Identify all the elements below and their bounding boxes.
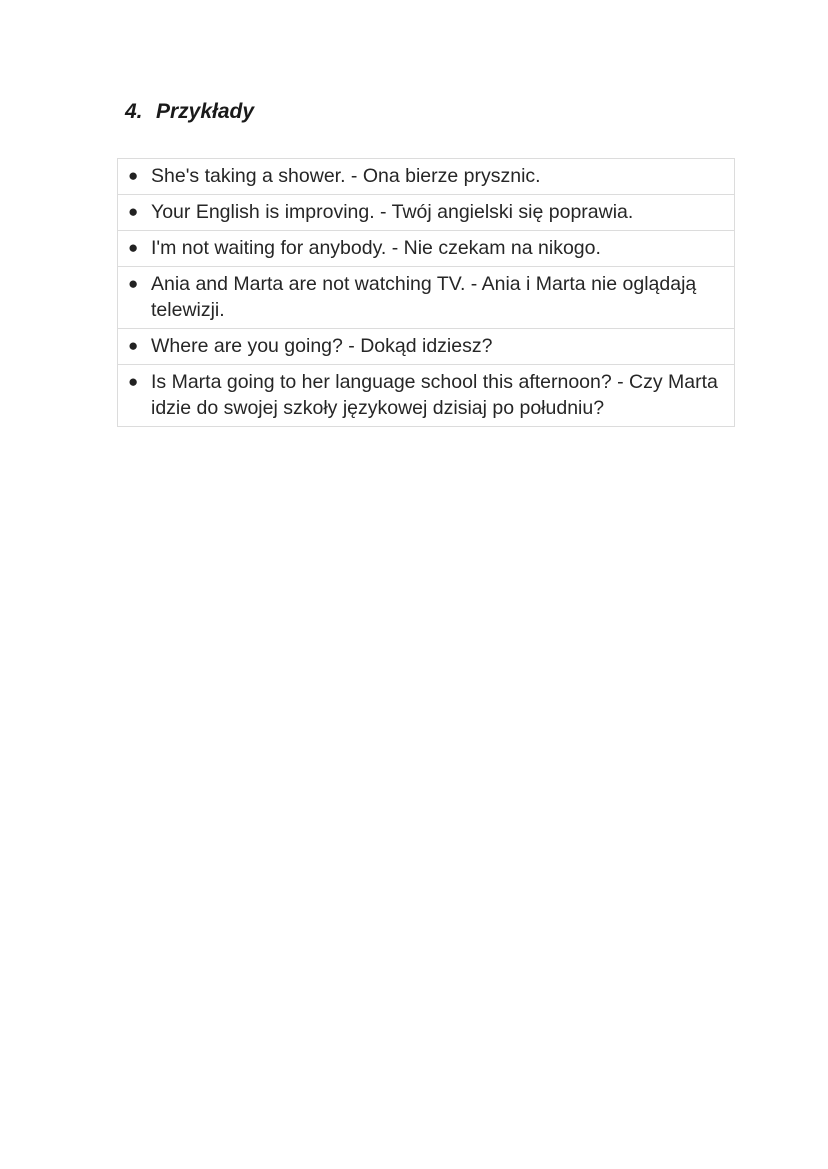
bullet-icon: ●	[128, 166, 139, 185]
list-item	[118, 365, 734, 426]
bullet-icon: ●	[128, 202, 139, 221]
bullet-icon: ●	[128, 238, 139, 257]
table-row	[118, 231, 735, 267]
example-text: Is Marta going to her language school this afternoon? - Czy Marta idzie do swojej szkoły językowej dzisiaj po południu?	[151, 371, 718, 419]
bullet-icon: ●	[128, 336, 139, 355]
table-row	[118, 195, 735, 231]
example-text: She's taking a shower. - Ona bierze prysznic.	[151, 165, 541, 187]
section-title: Przykłady	[156, 100, 255, 123]
table-row	[118, 159, 735, 195]
example-text: Ania and Marta are not watching TV. - Ania i Marta nie oglądają telewizji.	[151, 273, 697, 321]
table-row	[118, 329, 735, 365]
table-row	[118, 365, 735, 427]
examples-table	[117, 158, 735, 427]
list-item	[118, 195, 734, 230]
bullet-icon: ●	[128, 372, 139, 391]
section-number: 4.	[125, 100, 143, 123]
list-item	[118, 329, 734, 364]
list-item	[118, 231, 734, 266]
bullet-icon: ●	[128, 274, 139, 293]
section-heading	[125, 100, 254, 124]
list-item	[118, 159, 734, 194]
example-text: I'm not waiting for anybody. - Nie czekam na nikogo.	[151, 237, 601, 259]
example-text: Where are you going? - Dokąd idziesz?	[151, 335, 493, 357]
table-row	[118, 267, 735, 329]
example-text: Your English is improving. - Twój angielski się poprawia.	[151, 201, 634, 223]
list-item	[118, 267, 734, 328]
